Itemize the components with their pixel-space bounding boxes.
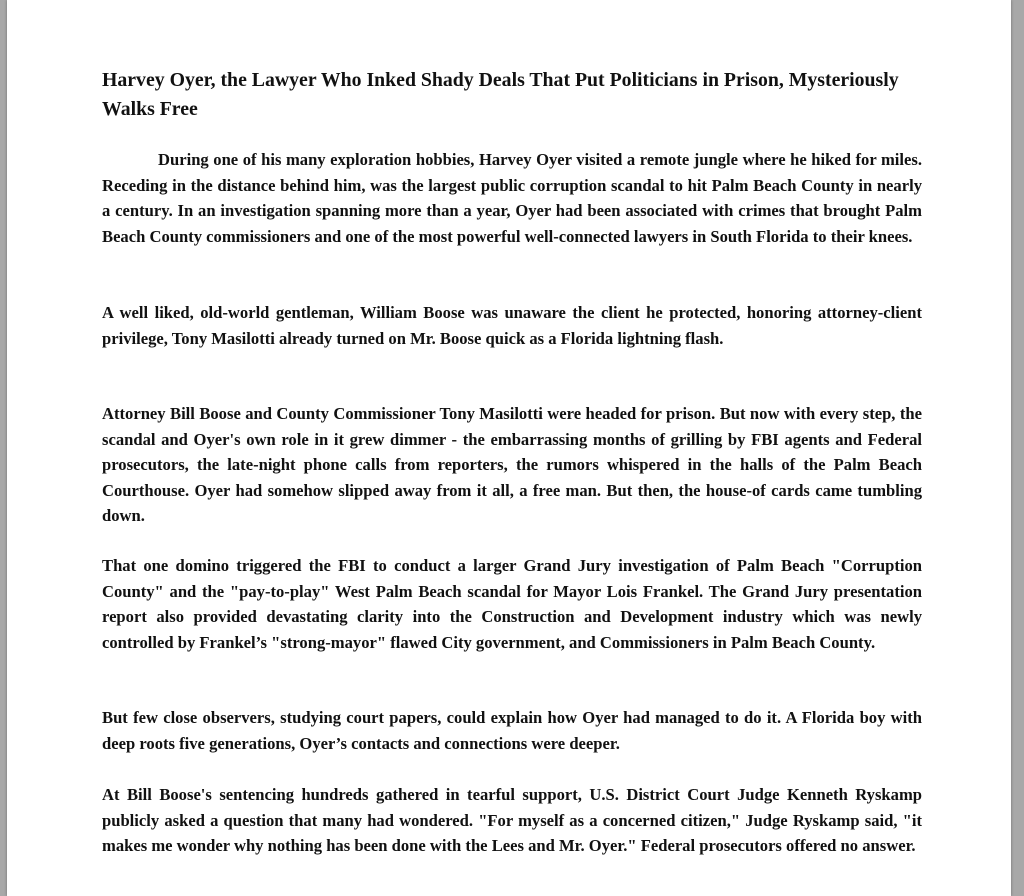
paragraph-1: During one of his many exploration hobbies, Harvey Oyer visited a remote jungle where he hiked for miles. Receding in the distance behind him, was the largest public corruption scandal to hit Palm Beach County in nearly a century. In an investigation spanning more than a year, Oyer had been associated with crimes that brought Palm Beach County commissioners and one of the most powerful well-connected lawyers in South Florida to their knees. — [102, 150, 922, 246]
paragraph-5: But few close observers, studying court papers, could explain how Oyer had managed to do it. A Florida boy with deep roots five generations, Oyer’s contacts and connections were deeper. — [102, 708, 922, 753]
document-body — [102, 66, 922, 856]
document-page — [7, 0, 1011, 896]
document-title: Harvey Oyer, the Lawyer Who Inked Shady Deals That Put Politicians in Prison, Mysteriously Walks Free — [102, 69, 899, 120]
paragraph-4: That one domino triggered the FBI to conduct a larger Grand Jury investigation of Palm Beach "Corruption County" and the "pay-to-play" West Palm Beach scandal for Mayor Lois Frankel. The Grand Jury presentation report also provided devastating clarity into the Construction and Development industry which was newly controlled by Frankel’s "strong-mayor" flawed City government, and Commissioners in Palm Beach County. — [102, 556, 922, 652]
paragraph-6: At Bill Boose's sentencing hundreds gathered in tearful support, U.S. District Court Judge Kenneth Ryskamp publicly asked a question that many had wondered. "For myself as a concerned citizen," Judge Ryskamp said, "it makes me wonder why nothing has been done with the Lees and Mr. Oyer." Federal prosecutors offered no answer. — [102, 785, 922, 856]
paragraph-2: A well liked, old-world gentleman, William Boose was unaware the client he protected, honoring attorney-client privilege, Tony Masilotti already turned on Mr. Boose quick as a Florida lightning flash. — [102, 303, 922, 348]
paragraph-3: Attorney Bill Boose and County Commissioner Tony Masilotti were headed for prison. But now with every step, the scandal and Oyer's own role in it grew dimmer - the embarrassing months of grilling by FBI agents and Federal prosecutors, the late-night phone calls from reporters, the rumors whispered in the halls of the Palm Beach Courthouse. Oyer had somehow slipped away from it all, a free man. But then, the house-of cards came tumbling down. — [102, 404, 922, 526]
